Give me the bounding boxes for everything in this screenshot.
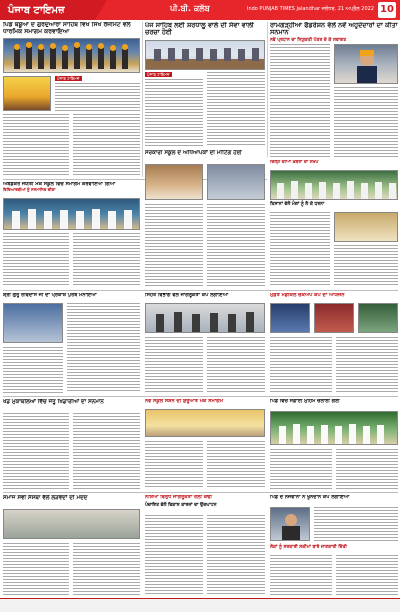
story-third-right (270, 293, 398, 393)
divider (3, 290, 398, 291)
news-photo (207, 164, 265, 200)
news-photo (3, 198, 140, 230)
article-body (336, 449, 398, 489)
column-rule (267, 22, 268, 157)
group-figures (4, 39, 140, 73)
date-line: Indo PUNJAB TIMES Jalandhar ਜਲੰਧਰ, 21 ਅਪ੍ਰੈਲ 2022 (246, 6, 374, 12)
masthead-center: ਪੀ.ਬੀ. ਕਲੱਬ (170, 4, 210, 13)
page-number: 10 (378, 2, 396, 18)
headline: ਨਸ਼ਿਆਂ ਵਿਰੁੱਧ ਜਾਗਰੂਕਤਾ ਰੈਲੀ ਕੱਢੀ (145, 495, 212, 500)
divider (3, 492, 398, 493)
story-top-right (270, 22, 398, 157)
article-body (270, 44, 330, 99)
news-photo (314, 303, 354, 333)
story-second-left (3, 182, 140, 287)
article-body (73, 114, 140, 176)
article-body (73, 233, 140, 287)
masthead (0, 0, 400, 20)
news-photo (145, 164, 203, 200)
headline: ਪੰਚਾਇਤ ਵੱਲੋਂ ਵਿਕਾਸ ਕਾਰਜਾਂ ਦਾ ਉਦਘਾਟਨ (145, 502, 217, 508)
story-fourth-middle (145, 399, 265, 489)
article-body (145, 337, 203, 393)
news-photo-small (3, 76, 51, 111)
story-second-right (270, 160, 398, 287)
article-body (3, 347, 63, 393)
story-fifth-right (270, 495, 398, 595)
story-fifth-middle (145, 495, 265, 595)
article-body (270, 102, 330, 157)
byline-tag: ਪੰਜਾਬ ਟਾਇਮਜ਼ (57, 76, 80, 81)
article-body (336, 337, 398, 393)
sub-headline: ਵਿਦਿਆਰਥੀਆਂ ਨੂੰ ਸਨਮਾਨਿਤ ਕੀਤਾ (3, 186, 56, 192)
article-body (336, 555, 398, 595)
article-body (270, 449, 332, 489)
headline: ਨਵੇਂ ਸਕੂਲ ਸੈਸ਼ਨ ਦੀ ਸ਼ੁਰੂਆਤ ਮੌਕੇ ਸਮਾਗਮ (145, 399, 224, 404)
article-body (145, 441, 203, 489)
headline: ਸਮਾਜ ਸੇਵੀ ਸੰਸਥਾ ਵੱਲੋਂ ਲੋੜਵੰਦਾਂ ਦੀ ਮਦਦ (3, 495, 88, 501)
sub-headline: ਨਵੇਂ ਪ੍ਰਧਾਨ ਦਾ ਨਿਯੁਕਤੀ ਪੱਤਰ ਦੇ ਕੇ ਸਵਾਗਤ (270, 37, 347, 43)
group-figures (271, 412, 398, 445)
headline: ਪਿੰਡ ਵਿੱਚ ਸਫ਼ਾਈ ਮੁਹਿੰਮ ਚਲਾਈ ਗਈ (270, 399, 340, 404)
news-photo (145, 40, 265, 70)
article-body (207, 337, 265, 393)
group-figures (146, 304, 265, 333)
news-photo (3, 509, 140, 539)
article-body (207, 515, 265, 595)
news-photo (145, 409, 265, 437)
headline: ਜ਼ਿਲ੍ਹੇ ਦੀਆਂ ਖ਼ਬਰਾਂ ਦਾ ਸੰਖੇਪ (270, 160, 319, 165)
headline: ਮੁਫ਼ਤ ਮੈਡੀਕਲ ਚੈੱਕਅਪ ਕੈਂਪ ਦਾ ਆਯੋਜਨ (270, 293, 345, 298)
article-body (270, 555, 332, 595)
section-title: ਪੰਜਾਬ ਟਾਇਮਜ਼ (0, 0, 95, 20)
article-body (270, 337, 332, 393)
news-photo (3, 303, 63, 343)
story-top-left (3, 22, 140, 177)
story-fifth-left (3, 495, 140, 595)
article-body (3, 114, 69, 176)
group-figures (271, 171, 398, 200)
footer-band (0, 598, 400, 612)
headline: ਅੰਬੇਡਕਰ ਜਯੰਤੀ ਮੌਕੇ ਸਕੂਲ ਵਿੱਚ ਸਮਾਗਮ ਕਰਵਾਇਆ ਗਿਆ (3, 182, 116, 187)
article-body (73, 413, 140, 489)
article-body (207, 441, 265, 489)
story-third-middle (145, 293, 265, 393)
headline: ਖੇਡ ਮੁਕਾਬਲਿਆਂ ਵਿੱਚ ਜੇਤੂ ਖਿਡਾਰੀਆਂ ਦਾ ਸਨਮਾਨ (3, 399, 104, 405)
article-body (55, 83, 140, 111)
article-body (145, 79, 203, 147)
portrait-figure (271, 508, 310, 541)
headline: ਪਿੰਡ ਦੇ ਨੌਜਵਾਨਾਂ ਨੇ ਖੂਨਦਾਨ ਕੈਂਪ ਲਗਾਇਆ (270, 495, 350, 500)
meeting-scene (146, 41, 265, 70)
news-photo (270, 507, 310, 541)
headline: ਸਿਹਤ ਵਿਭਾਗ ਵੱਲੋਂ ਜਾਗਰੂਕਤਾ ਕੈਂਪ ਲਗਾਇਆ (145, 293, 229, 298)
divider (3, 396, 398, 397)
article-body (270, 212, 330, 287)
news-photo (3, 38, 140, 73)
article-body (145, 515, 203, 595)
news-photo (270, 303, 310, 333)
story-fourth-right (270, 399, 398, 489)
article-body (3, 543, 69, 595)
article-body (334, 87, 398, 157)
article-body (3, 233, 69, 287)
headline: ਸਰਕਾਰੀ ਸਕੂਲ ਦੇ ਅਧਿਆਪਕਾਂ ਦੀ ਮੀਟਿੰਗ ਹੋਈ (145, 150, 242, 156)
article-body (207, 72, 265, 147)
column-rule (142, 22, 143, 177)
news-photo (334, 44, 398, 84)
headline: ਪੰਜ ਸਾਹਿਬ ਲਈ ਸ਼ਰਧਾਲੂ ਵਾਲੇ ਦੀ ਸੇਵਾ ਵਾਲੀ ਚਰਚਾ ਹੋਈ (145, 22, 254, 37)
article-body (3, 413, 69, 489)
article-body (73, 543, 140, 595)
article-body (334, 245, 398, 287)
portrait-figure (335, 45, 398, 84)
story-fourth-left (3, 399, 140, 489)
news-photo (358, 303, 398, 333)
headline: ਰਾਮਗੜ੍ਹੀਆ ਫੈਡਰੇਸ਼ਨ ਵੱਲੋਂ ਨਵੇਂ ਅਹੁਦੇਦਾਰਾਂ ਦਾ ਕੀਤਾ ਸਨਮਾਨ (270, 22, 398, 37)
article-body (145, 204, 203, 287)
headline: ਕਿਸਾਨਾਂ ਵੱਲੋਂ ਮੰਗਾਂ ਨੂੰ ਲੈ ਕੇ ਧਰਨਾ (270, 202, 325, 207)
byline-tag: ਪੰਜਾਬ ਟਾਇਮਜ਼ (147, 72, 170, 77)
news-photo (145, 303, 265, 333)
headline: ਲੋਕਾਂ ਨੂੰ ਸਰਕਾਰੀ ਸਕੀਮਾਂ ਬਾਰੇ ਜਾਣਕਾਰੀ ਦਿੱਤੀ (270, 545, 347, 550)
news-photo (270, 411, 398, 445)
story-top-middle (145, 22, 265, 147)
article-body (67, 303, 140, 393)
headline: ਸ਼੍ਰੀ ਗੁਰੂ ਰਵਿਦਾਸ ਜੀ ਦਾ ਪ੍ਰਕਾਸ਼ ਪੁਰਬ ਮਨਾਇਆ (3, 293, 97, 298)
news-photo (334, 212, 398, 242)
headline: ਪਿੰਡ ਬੰਬੂਆਂ ਦੇ ਗੁਰਦੁਆਰਾ ਸਾਹਿਬ ਵਿਖੇ ਸਿੱਖ ਰੈਜੀਮੈਂਟ ਵੱਲੋਂ ਧਾਰਮਿਕ ਸਮਾਗਮ ਕਰਵਾਇਆ (3, 22, 131, 35)
news-photo (270, 170, 398, 200)
story-second-middle (145, 150, 265, 287)
article-body (207, 204, 265, 287)
story-third-left (3, 293, 140, 393)
group-figures (4, 199, 140, 230)
article-body (314, 507, 398, 541)
